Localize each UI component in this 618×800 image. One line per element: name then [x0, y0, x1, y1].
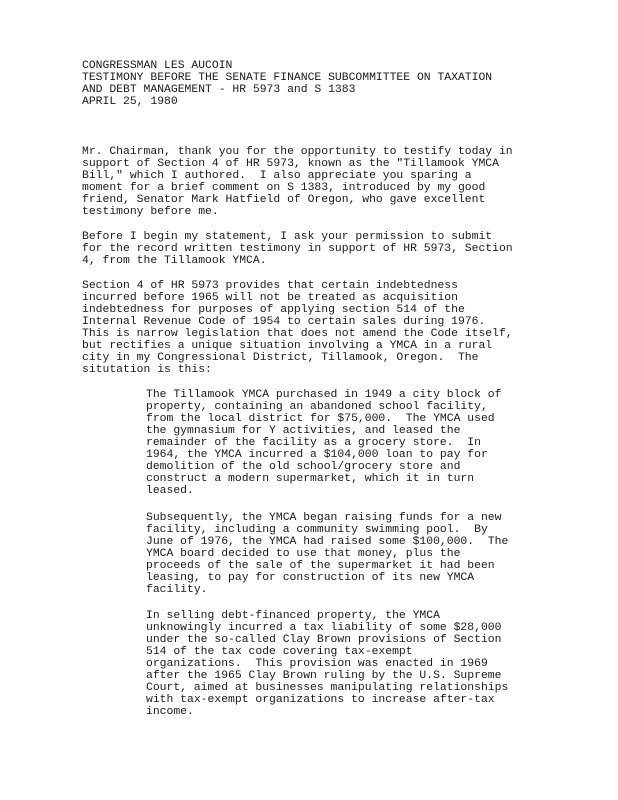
text-line: for the record written testimony in support of HR 5973, Section	[82, 243, 513, 255]
text-line: Before I begin my statement, I ask your permission to submit	[82, 231, 493, 243]
text-line: YMCA board decided to use that money, plus the	[146, 548, 461, 560]
header-line: TESTIMONY BEFORE THE SENATE FINANCE SUBCOMMITTEE ON TAXATION	[82, 72, 493, 84]
text-line: Internal Revenue Code of 1954 to certain sales during 1976.	[82, 316, 486, 328]
text-line: This is narrow legislation that does not amend the Code itself,	[82, 328, 513, 340]
text-line: moment for a brief comment on S 1383, introduced by my good	[82, 182, 486, 194]
text-line: city in my Congressional District, Tillamook, Oregon. The	[82, 352, 479, 364]
text-line: 4, from the Tillamook YMCA.	[82, 255, 267, 267]
text-line: indebtedness for purposes of applying section 514 of the	[82, 304, 465, 316]
text-line: proceeds of the sale of the supermarket it had been	[146, 560, 495, 572]
header-line: APRIL 25, 1980	[82, 96, 178, 108]
text-line: Bill," which I authored. I also appreciate you sparing a	[82, 170, 472, 182]
text-line: construct a modern supermarket, which it in turn	[146, 473, 475, 485]
text-line: property, containing an abandoned school facility,	[146, 401, 488, 413]
text-line: organizations. This provision was enacted in 1969	[146, 658, 488, 670]
text-line: but rectifies a unique situation involving a YMCA in a rural	[82, 340, 493, 352]
text-line: Section 4 of HR 5973 provides that certain indebtedness	[82, 280, 458, 292]
header-line: CONGRESSMAN LES AUCOIN	[82, 60, 233, 72]
header-line: AND DEBT MANAGEMENT - HR 5973 and S 1383	[82, 84, 356, 96]
text-line: Court, aimed at businesses manipulating relationships	[146, 682, 509, 694]
text-line: unknowingly incurred a tax liability of some $28,000	[146, 622, 502, 634]
text-line: income.	[146, 706, 194, 718]
text-line: from the local district for $75,000. The YMCA used	[146, 413, 495, 425]
text-line: 514 of the tax code covering tax-exempt	[146, 646, 413, 658]
text-line: friend, Senator Mark Hatfield of Oregon, who gave excellent	[82, 194, 486, 206]
text-line: the gymnasium for Y activities, and leased the	[146, 425, 461, 437]
text-line: support of Section 4 of HR 5973, known as the "Tillamook YMCA	[82, 158, 499, 170]
text-line: 1964, the YMCA incurred a $104,000 loan to pay for	[146, 449, 488, 461]
text-line: under the so-called Clay Brown provisions of Section	[146, 634, 502, 646]
text-line: In selling debt-financed property, the YMCA	[146, 610, 440, 622]
text-line: June of 1976, the YMCA had raised some $100,000. The	[146, 536, 509, 548]
text-line: with tax-exempt organizations to increase after-tax	[146, 694, 495, 706]
text-line: The Tillamook YMCA purchased in 1949 a city block of	[146, 389, 502, 401]
text-line: testimony before me.	[82, 206, 219, 218]
text-line: incurred before 1965 will not be treated as acquisition	[82, 292, 458, 304]
text-line: leased.	[146, 485, 194, 497]
text-line: Subsequently, the YMCA began raising funds for a new	[146, 512, 502, 524]
text-line: facility.	[146, 584, 208, 596]
text-line: Mr. Chairman, thank you for the opportunity to testify today in	[82, 146, 513, 158]
text-line: situtation is this:	[82, 364, 212, 376]
text-line: after the 1965 Clay Brown ruling by the U.S. Supreme	[146, 670, 502, 682]
text-line: demolition of the old school/grocery store and	[146, 461, 461, 473]
text-line: remainder of the facility as a grocery store. In	[146, 437, 481, 449]
text-line: leasing, to pay for construction of its new YMCA	[146, 572, 475, 584]
text-line: facility, including a community swimming pool. By	[146, 524, 488, 536]
